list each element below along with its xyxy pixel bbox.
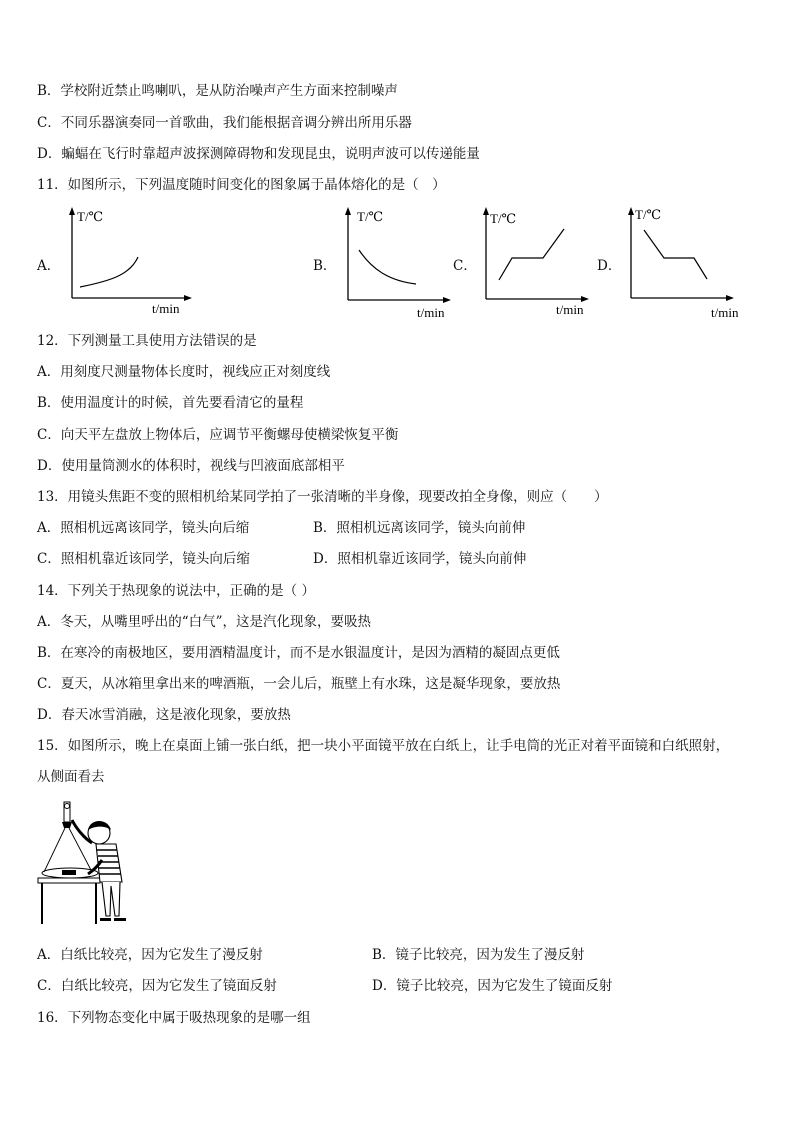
x-axis-label: t/min [417, 305, 445, 320]
q15-illustration [36, 800, 146, 928]
q14-stem: 14．下列关于热现象的说法中，正确的是（ ） [37, 583, 315, 599]
q13-option-d: D．照相机靠近该同学，镜头向前伸 [313, 551, 527, 567]
y-axis-label: T/℃ [490, 211, 517, 226]
curve-c [499, 229, 564, 280]
q15-option-c: C．白纸比较亮，因为它发生了镜面反射 [37, 978, 277, 994]
x-axis-label: t/min [711, 305, 739, 320]
q12-option-a: A．用刻度尺测量物体长度时，视线应正对刻度线 [37, 364, 331, 380]
x-arrow [726, 295, 734, 301]
q14-option-b: B．在寒冷的南极地区，要用酒精温度计，而不是水银温度计，是因为酒精的凝固点更低 [37, 645, 560, 661]
q11-graph-d-label: D． [597, 258, 622, 274]
q14-option-c: C．夏天，从冰箱里拿出来的啤酒瓶，一会儿后，瓶壁上有水珠，这是凝华现象，要放热 [37, 676, 561, 692]
q10-option-b: B．学校附近禁止鸣喇叭，是从防治噪声产生方面来控制噪声 [37, 83, 398, 99]
q13-option-b: B．照相机远离该同学，镜头向前伸 [313, 520, 526, 536]
q11-graph-c-label: C． [453, 258, 477, 274]
light-beam [44, 828, 92, 872]
y-axis-label: T/℃ [77, 209, 104, 224]
x-axis-label: t/min [556, 302, 584, 317]
q11-graph-a-label: A． [37, 258, 61, 274]
table-top [38, 878, 100, 883]
curve-d [644, 230, 707, 279]
y-arrow [483, 207, 489, 215]
q12-option-d: D．使用量筒测水的体积时，视线与凹液面底部相平 [37, 458, 345, 474]
q11-graph-d [614, 203, 742, 323]
q15-option-a: A．白纸比较亮，因为它发生了漫反射 [37, 947, 263, 963]
q12-option-c: C．向天平左盘放上物体后，应调节平衡螺母使横梁恢复平衡 [37, 427, 399, 443]
x-axis-label: t/min [152, 301, 180, 316]
y-axis-label: T/℃ [635, 207, 662, 222]
q11-stem: 11．如图所示，下列温度随时间变化的图象属于晶体熔化的是（ ） [37, 177, 446, 193]
q10-option-c: C．不同乐器演奏同一首歌曲，我们能根据音调分辨出所用乐器 [37, 115, 412, 131]
y-axis-label: T/℃ [357, 209, 384, 224]
y-arrow [69, 207, 75, 215]
x-arrow [184, 295, 192, 301]
q11-graph-b [331, 203, 456, 321]
q15-option-b: B．镜子比较亮，因为发生了漫反射 [372, 947, 585, 963]
q14-option-d: D．春天冰雪消融，这是液化现象，要放热 [37, 707, 291, 723]
person-shoe [100, 918, 111, 921]
y-arrow [345, 207, 351, 215]
q12-option-b: B．使用温度计的时候，首先要看清它的量程 [37, 395, 304, 411]
curve-a [80, 257, 138, 287]
q11-graph-c [470, 203, 595, 321]
q10-option-d: D．蝙蝠在飞行时靠超声波探测障碍物和发现昆虫，说明声波可以传递能量 [37, 146, 480, 162]
q11-graph-a [55, 203, 195, 316]
q13-option-a: A．照相机远离该同学，镜头向后缩 [37, 520, 250, 536]
q11-graph-b-label: B． [313, 258, 337, 274]
flashlight-head [62, 822, 72, 828]
x-arrow [443, 297, 451, 303]
mirror [62, 870, 76, 875]
q15-stem-line1: 15．如图所示，晚上在桌面上铺一张白纸，把一块小平面镜平放在白纸上，让手电筒的光正对着平面镜和白纸照射， [37, 738, 730, 754]
q13-stem: 13．用镜头焦距不变的照相机给某同学拍了一张清晰的半身像，现要改拍全身像，则应（ ） [37, 489, 608, 505]
q13-option-c: C．照相机靠近该同学，镜头向后缩 [37, 551, 250, 567]
q12-stem: 12．下列测量工具使用方法错误的是 [37, 333, 257, 349]
q15-option-d: D．镜子比较亮，因为它发生了镜面反射 [372, 978, 613, 994]
q16-stem: 16．下列物态变化中属于吸热现象的是哪一组 [37, 1010, 311, 1026]
curve-b [359, 250, 416, 284]
person-shoe [114, 918, 126, 921]
y-arrow [628, 207, 634, 215]
q15-stem-line2: 从侧面看去 [37, 769, 105, 785]
q14-option-a: A．冬天，从嘴里呼出的“白气”，这是汽化现象，要吸热 [37, 614, 372, 630]
person-legs [102, 882, 120, 916]
